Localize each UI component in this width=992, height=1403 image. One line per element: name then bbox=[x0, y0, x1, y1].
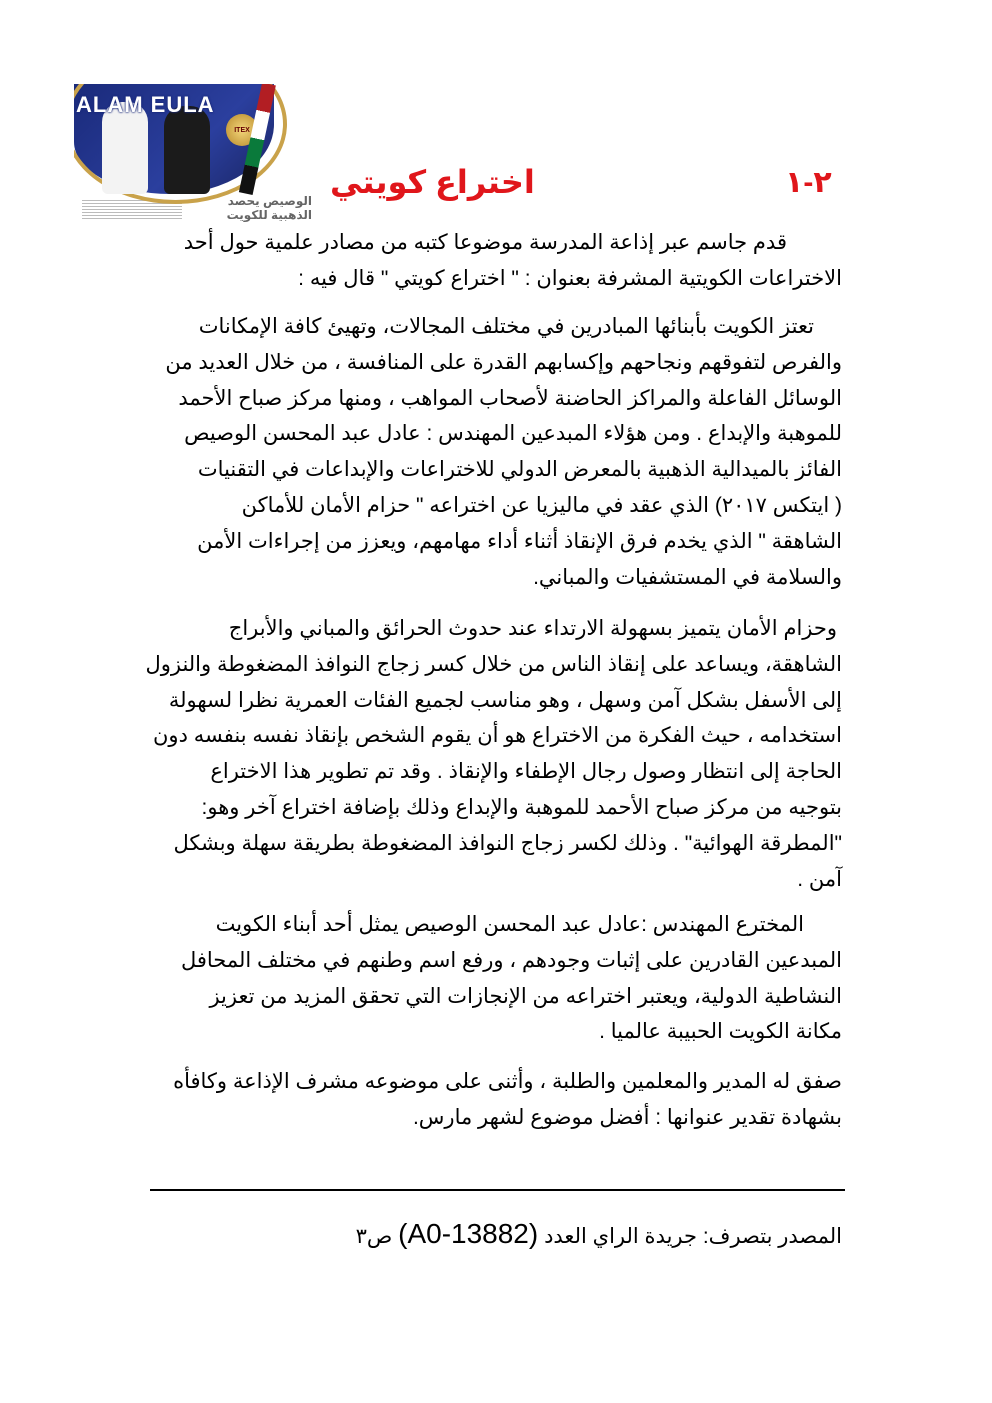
paragraph-kuwait bbox=[142, 309, 842, 595]
article-photo bbox=[74, 84, 316, 222]
footer-divider bbox=[150, 1189, 845, 1191]
text-line: الشاهقة " الذي يخدم فرق الإنقاذ أثناء أداء مهامهم، ويعزز من إجراءات الأمن bbox=[197, 529, 842, 553]
article-title: اختراع كويتي bbox=[330, 164, 535, 200]
photo-caption bbox=[227, 194, 312, 222]
text-line: الحاجة إلى انتظار وصول رجال الإطفاء والإنقاذ . وقد تم تطوير هذا الاختراع bbox=[210, 760, 842, 784]
page-reference: ص٣ bbox=[355, 1225, 393, 1248]
photo-caption-line: الوصيص يحصد bbox=[227, 194, 312, 208]
text-line: الفائز بالميدالية الذهبية بالمعرض الدولي للاختراعات والإبداعات في التقنيات bbox=[197, 458, 842, 482]
text-line: بشهادة تقدير عنوانها : أفضل موضوع لشهر مارس. bbox=[412, 1105, 842, 1129]
text-line: تعتز الكويت بأبنائها المبادرين في مختلف المجالات، وتهيئ كافة الإمكانات bbox=[198, 315, 814, 338]
text-line: صفق له المدير والمعلمين والطلبة ، وأثنى على موضوعه مشرف الإذاعة وكافأه bbox=[173, 1070, 842, 1093]
section-number: ٢-١ bbox=[785, 166, 832, 199]
text-line: والفرص لتفوقهم ونجاحهم وإكسابهم القدرة على المنافسة ، من خلال العديد من bbox=[165, 350, 842, 374]
photo-person-2 bbox=[164, 106, 210, 194]
source-citation bbox=[356, 1218, 842, 1250]
text-line: إلى الأسفل بشكل آمن وسهل ، وهو مناسب لجميع الفئات العمرية نظرا لسهولة bbox=[168, 688, 842, 712]
text-line: آمن . bbox=[797, 867, 842, 891]
issue-number: (A0-13882) bbox=[398, 1218, 539, 1249]
text-line: للموهبة والإبداع . ومن هؤلاء المبدعين المهندس : عادل عبد المحسن الوصيص bbox=[184, 422, 842, 446]
text-line: ( ايتكس ٢٠١٧) الذي عقد في ماليزيا عن اختراعه " حزام الأمان للأماكن bbox=[241, 493, 842, 517]
text-line: بتوجيه من مركز صباح الأحمد للموهبة والإبداع وذلك بإضافة اختراع آخر وهو: bbox=[201, 795, 842, 819]
text-line: مكانة الكويت الحبيبة عالميا . bbox=[599, 1020, 842, 1044]
medal-icon: ITEX bbox=[226, 114, 258, 146]
paragraph-belt bbox=[142, 611, 842, 897]
text-line: الوسائل الفاعلة والمراكز الحاضنة لأصحاب المواهب ، ومنها مركز صباح الأحمد bbox=[178, 386, 842, 410]
text-line: "المطرقة الهوائية" . وذلك لكسر زجاج النوافذ المضغوطة بطريقة سهلة وبشكل bbox=[173, 831, 842, 855]
text-line: المخترع المهندس :عادل عبد المحسن الوصيص يمثل أحد أبناء الكويت bbox=[215, 913, 804, 936]
text-line: قدم جاسم عبر إذاعة المدرسة موضوعا كتبه من مصادر علمية حول أحد bbox=[183, 231, 787, 254]
photo-caption-line: الذهبية للكويت bbox=[226, 208, 312, 222]
text-line: الشاهقة، ويساعد على إنقاذ الناس من خلال كسر زجاج النوافذ المضغوطة والنزول bbox=[145, 652, 842, 676]
photo-banner-text: ALAM EULA bbox=[76, 92, 215, 117]
paragraph-closing bbox=[142, 1064, 842, 1136]
text-line: الاختراعات الكويتية المشرفة بعنوان : " اختراع كويتي " قال فيه : bbox=[298, 266, 842, 290]
paragraph-inventor bbox=[142, 907, 842, 1050]
text-line: والسلامة في المستشفيات والمباني. bbox=[533, 565, 842, 589]
source-label: المصدر بتصرف: جريدة الراي العدد bbox=[544, 1225, 842, 1248]
paragraph-intro bbox=[142, 225, 842, 297]
text-line: استخدامه ، حيث الفكرة من الاختراع هو أن يقوم الشخص بإنقاذ نفسه بنفسه دون bbox=[153, 724, 842, 748]
text-line: وحزام الأمان يتميز بسهولة الارتداء عند حدوث الحرائق والمباني والأبراج bbox=[228, 617, 837, 640]
text-line: المبدعين القادرين على إثبات وجودهم ، ورفع اسم وطنهم في مختلف المحافل bbox=[180, 948, 842, 972]
text-line: النشاطية الدولية، ويعتبر اختراعه من الإنجازات التي تحقق المزيد من تعزيز bbox=[209, 984, 842, 1008]
